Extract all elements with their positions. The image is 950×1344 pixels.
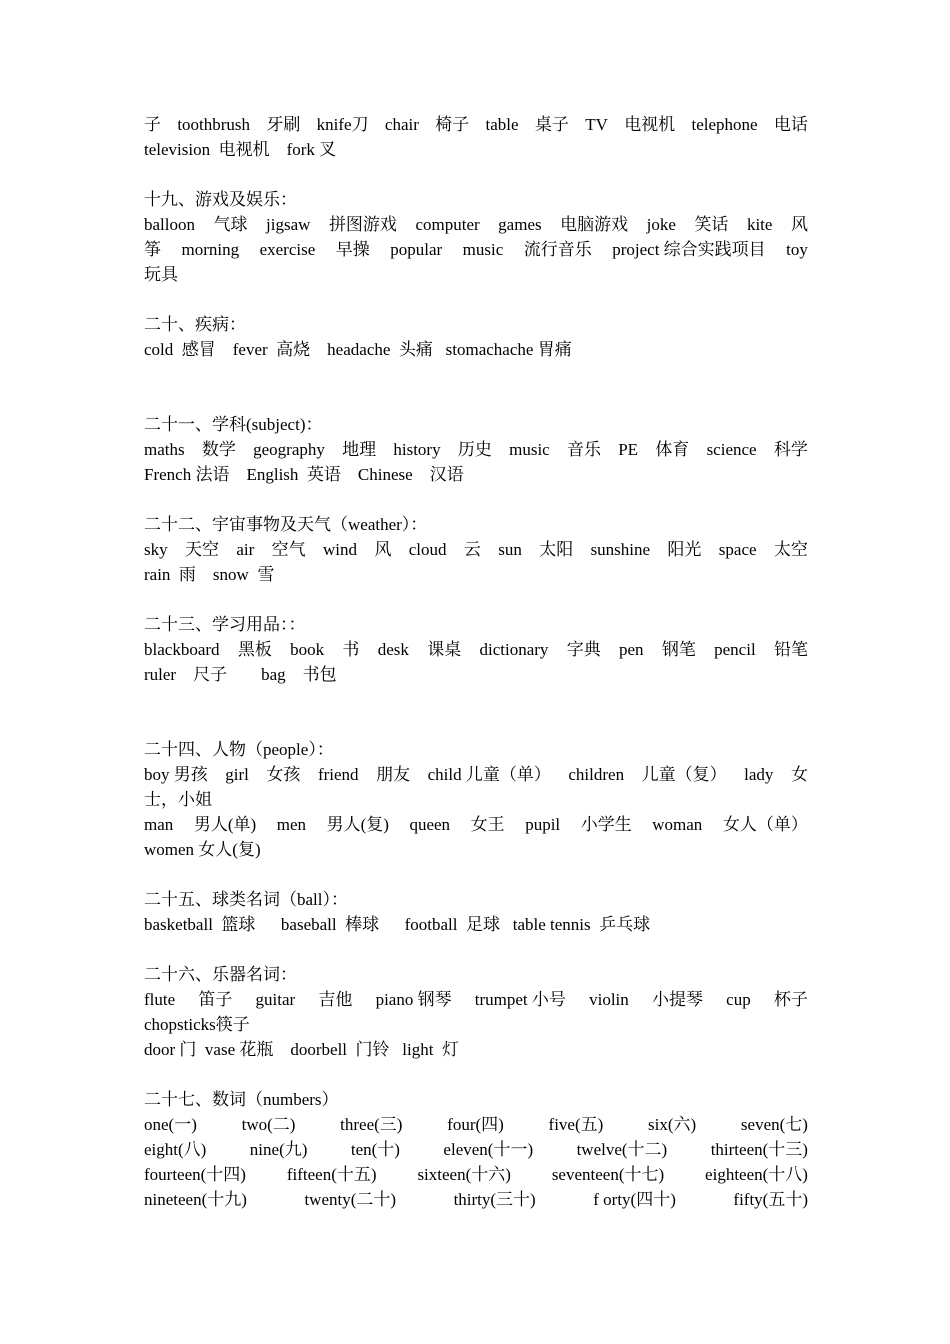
- vocab-word: music: [462, 240, 504, 259]
- vocab-word: PE: [618, 440, 639, 459]
- section-heading: 二十五、球类名词（ball）：: [144, 890, 348, 909]
- vocab-word: computer: [415, 215, 480, 234]
- section-heading: 二十七、数词（numbers）: [144, 1090, 339, 1109]
- vocab-word: 太阳: [539, 540, 574, 559]
- section-heading: 十九、游戏及娱乐：: [144, 190, 297, 209]
- section-heading: 二十六、乐器名词：: [144, 965, 297, 984]
- vocab-word: ten(十): [350, 1140, 400, 1159]
- vocab-word: seventeen(十七): [551, 1165, 665, 1184]
- vocab-word: TV: [585, 115, 608, 134]
- vocab-word: trumpet 小号: [474, 990, 566, 1009]
- vocab-word: 阳光: [667, 540, 702, 559]
- vocab-word: 风: [790, 215, 808, 234]
- number-row: [144, 1137, 808, 1162]
- vocab-word: 女孩: [266, 765, 301, 784]
- section-heading: 二十二、宇宙事物及天气（weather）：: [144, 515, 428, 534]
- vocab-word: six(六): [648, 1115, 697, 1134]
- vocab-word: flute: [144, 990, 176, 1009]
- vocab-word: man: [144, 815, 174, 834]
- vocab-word: balloon: [144, 215, 195, 234]
- vocab-line: cold 感冒 fever 高烧 headache 头痛 stomachache 胃痛: [144, 340, 572, 359]
- vocab-word: 杯子: [773, 990, 808, 1009]
- vocab-word: boy 男孩: [144, 765, 208, 784]
- vocab-word: 小学生: [580, 815, 632, 834]
- vocab-line: French 法语 English 英语 Chinese 汉语: [144, 465, 464, 484]
- vocab-line: [144, 237, 808, 262]
- vocab-word: 桌子: [534, 115, 569, 134]
- number-row: [144, 1112, 808, 1137]
- vocab-word: 笑话: [694, 215, 729, 234]
- vocab-word: guitar: [255, 990, 296, 1009]
- vocab-word: dictionary: [479, 640, 549, 659]
- vocab-word: one(一): [144, 1115, 197, 1134]
- vocab-word: twenty(二十): [304, 1190, 397, 1209]
- vocab-word: cup: [726, 990, 751, 1009]
- vocab-word: 电视机: [624, 115, 676, 134]
- vocab-word: pencil: [714, 640, 756, 659]
- vocab-word: 风: [374, 540, 392, 559]
- vocab-word: pupil: [525, 815, 561, 834]
- vocab-word: 儿童（复）: [641, 765, 727, 784]
- vocab-word: 地理: [342, 440, 377, 459]
- vocab-word: violin: [589, 990, 629, 1009]
- vocab-word: f orty(四十): [593, 1190, 676, 1209]
- vocab-word: 子: [144, 115, 161, 134]
- vocab-line: chopsticks筷子: [144, 1015, 250, 1034]
- vocab-word: 朋友: [376, 765, 411, 784]
- vocab-line: [144, 987, 808, 1012]
- vocab-word: 女王: [470, 815, 505, 834]
- vocab-word: girl: [225, 765, 249, 784]
- number-row: [144, 1187, 808, 1212]
- vocab-word: men: [276, 815, 307, 834]
- vocab-word: 早操: [335, 240, 370, 259]
- vocab-word: 流行音乐: [523, 240, 592, 259]
- vocab-word: fifteen(十五): [286, 1165, 377, 1184]
- vocab-word: nine(九): [249, 1140, 308, 1159]
- vocab-word: 筝: [144, 240, 161, 259]
- vocab-word: 天空: [184, 540, 219, 559]
- vocab-word: sky: [144, 540, 168, 559]
- vocab-word: toy: [786, 240, 808, 259]
- vocab-word: popular: [390, 240, 443, 259]
- vocab-word: jigsaw: [266, 215, 311, 234]
- vocab-word: five(五): [548, 1115, 604, 1134]
- vocab-line: [144, 437, 808, 462]
- vocab-word: 铅笔: [773, 640, 808, 659]
- vocab-word: two(二): [241, 1115, 296, 1134]
- vocab-line: basketball 篮球 baseball 棒球 football 足球 table tennis 乒乓球: [144, 915, 651, 934]
- vocab-word: 空气: [271, 540, 306, 559]
- section-heading: 二十、疾病：: [144, 315, 246, 334]
- vocab-word: children: [568, 765, 625, 784]
- vocab-line: [144, 762, 808, 787]
- vocab-word: thirty(三十): [453, 1190, 536, 1209]
- vocab-word: space: [718, 540, 757, 559]
- vocab-line: [144, 212, 808, 237]
- vocab-word: toothbrush: [177, 115, 251, 134]
- vocab-word: knife刀: [316, 115, 369, 134]
- vocab-word: 椅子: [435, 115, 470, 134]
- vocab-word: maths: [144, 440, 185, 459]
- vocab-line: 士，小姐: [144, 790, 212, 809]
- vocab-word: games: [498, 215, 542, 234]
- vocab-word: geography: [253, 440, 325, 459]
- vocab-word: 牙刷: [266, 115, 301, 134]
- vocab-word: seven(七): [740, 1115, 808, 1134]
- vocab-word: morning: [181, 240, 240, 259]
- vocab-word: 钢笔: [661, 640, 696, 659]
- vocab-word: 体育: [655, 440, 690, 459]
- vocab-word: 课桌: [427, 640, 462, 659]
- vocab-word: piano 钢琴: [375, 990, 452, 1009]
- vocab-word: history: [393, 440, 441, 459]
- vocab-word: queen: [409, 815, 451, 834]
- vocab-word: 历史: [457, 440, 492, 459]
- vocab-word: 科学: [773, 440, 808, 459]
- vocab-word: lady: [744, 765, 774, 784]
- vocab-word: 气球: [213, 215, 248, 234]
- vocab-word: 小提琴: [651, 990, 703, 1009]
- vocab-word: table: [485, 115, 519, 134]
- vocab-word: chair: [384, 115, 419, 134]
- vocab-word: eighteen(十八): [705, 1165, 808, 1184]
- vocab-word: fourteen(十四): [144, 1165, 246, 1184]
- vocab-word: 字典: [566, 640, 601, 659]
- vocab-word: wind: [323, 540, 357, 559]
- vocab-word: 太空: [773, 540, 808, 559]
- vocab-word: three(三): [340, 1115, 403, 1134]
- vocab-word: 电脑游戏: [560, 215, 629, 234]
- vocab-line: 玩具: [144, 265, 178, 284]
- vocab-word: eight(八): [144, 1140, 207, 1159]
- vocab-word: nineteen(十九): [144, 1190, 247, 1209]
- vocab-word: book: [290, 640, 325, 659]
- vocab-line: [144, 812, 808, 837]
- vocab-word: 数学: [201, 440, 236, 459]
- vocab-line: [144, 637, 808, 662]
- vocab-word: friend: [317, 765, 359, 784]
- vocab-line: women 女人(复): [144, 840, 261, 859]
- section-heading: 二十一、学科(subject)：: [144, 415, 323, 434]
- vocab-word: 男人(单): [193, 815, 257, 834]
- vocab-word: 音乐: [566, 440, 601, 459]
- vocab-line: [144, 537, 808, 562]
- vocab-word: kite: [746, 215, 773, 234]
- vocab-word: 云: [463, 540, 481, 559]
- vocab-word: 黑板: [237, 640, 272, 659]
- vocab-word: 吉他: [318, 990, 353, 1009]
- vocab-word: 男人(复): [326, 815, 389, 834]
- vocab-line: ruler 尺子 bag 书包: [144, 665, 337, 684]
- section-heading: 二十三、学习用品：：: [144, 615, 306, 634]
- vocab-word: sunshine: [590, 540, 651, 559]
- vocab-word: 女人（单）: [722, 815, 808, 834]
- vocab-word: pen: [619, 640, 644, 659]
- vocab-word: telephone: [691, 115, 758, 134]
- vocab-word: 笛子: [198, 990, 233, 1009]
- vocab-word: woman: [652, 815, 703, 834]
- vocab-word: 拼图游戏: [328, 215, 397, 234]
- vocab-word: 电话: [773, 115, 808, 134]
- section-heading: 二十四、人物（people）：: [144, 740, 334, 759]
- number-row: [144, 1162, 808, 1187]
- vocab-word: eleven(十一): [443, 1140, 534, 1159]
- vocab-word: sixteen(十六): [417, 1165, 511, 1184]
- vocab-word: child 儿童（单）: [427, 765, 551, 784]
- vocab-word: 书: [342, 640, 360, 659]
- vocab-word: thirteen(十三): [710, 1140, 808, 1159]
- vocab-word: 女: [790, 765, 808, 784]
- vocab-word: sun: [498, 540, 522, 559]
- vocab-line: [144, 112, 808, 137]
- vocab-word: project 综合实践项目: [612, 240, 766, 259]
- vocab-word: cloud: [408, 540, 447, 559]
- vocab-word: air: [236, 540, 255, 559]
- vocab-word: fifty(五十): [733, 1190, 808, 1209]
- vocab-word: desk: [377, 640, 409, 659]
- vocab-word: four(四): [447, 1115, 504, 1134]
- vocab-line: rain 雨 snow 雪: [144, 565, 275, 584]
- vocab-line: door 门 vase 花瓶 doorbell 门铃 light 灯: [144, 1040, 459, 1059]
- vocab-word: blackboard: [144, 640, 220, 659]
- vocab-word: twelve(十二): [576, 1140, 668, 1159]
- vocab-word: science: [706, 440, 757, 459]
- document-page: [144, 112, 808, 1212]
- vocab-word: exercise: [259, 240, 316, 259]
- vocab-word: joke: [646, 215, 676, 234]
- vocab-word: music: [509, 440, 550, 459]
- vocab-line: television 电视机 fork 叉: [144, 140, 337, 159]
